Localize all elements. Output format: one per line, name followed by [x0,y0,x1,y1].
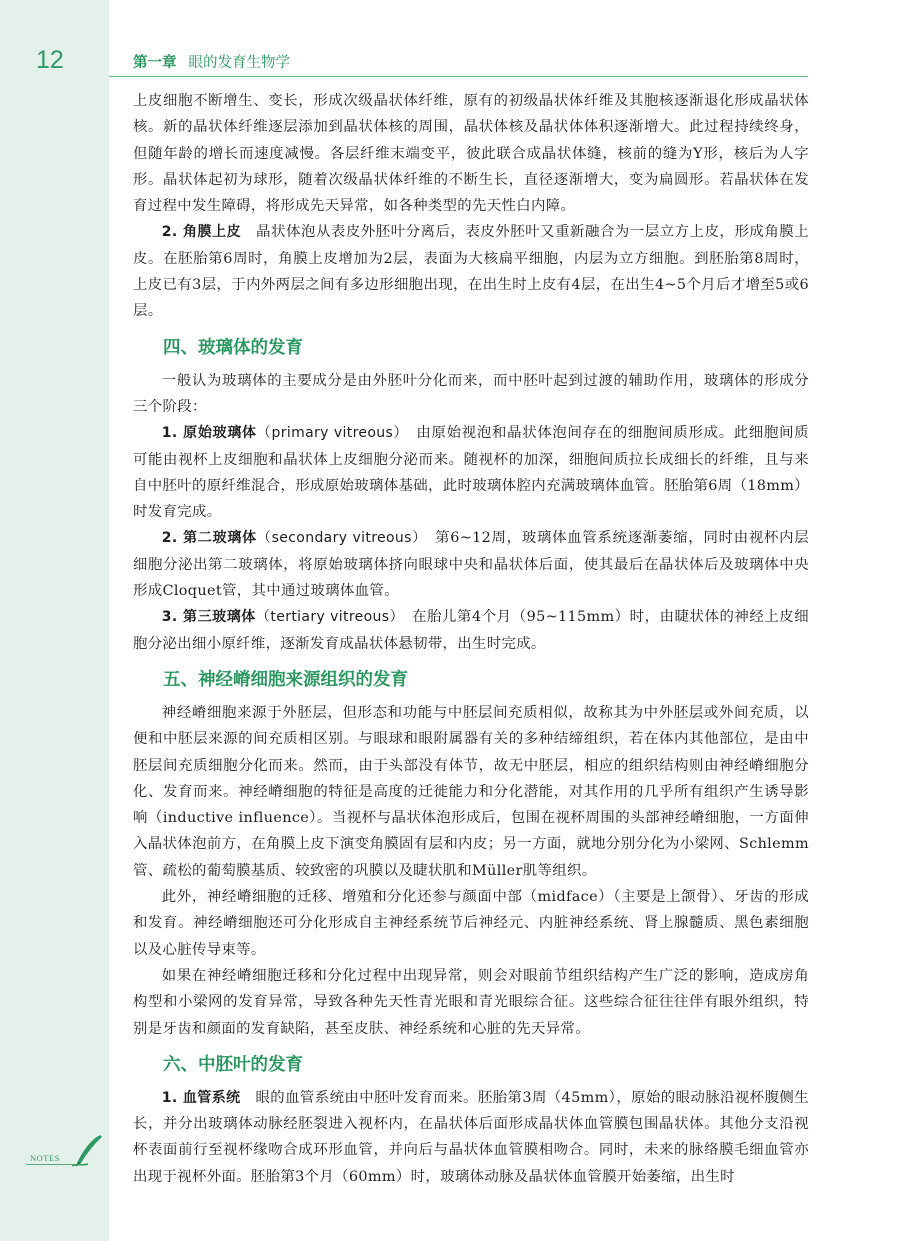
subsection-title-en: （primary vitreous） [256,425,402,442]
page-body [133,88,809,1190]
paragraph-text: 眼的血管系统由中胚叶发育而来。胚胎第3周（45mm），原始的眼动脉沿视杯腹侧生长，并分出玻璃体动脉经胚裂进入视杯内，在晶状体后面形成晶状体血管膜包围晶状体。其他分支沿视杯表面前行至视杯缘吻合成环形血管，并向后与晶状体血管膜相吻合。同时，未来的脉络膜毛细血管亦出现于视杯外面。胚胎第3个月（60mm）时，玻璃体动脉及晶状体血管膜开始萎缩，出生时 [133,1089,809,1185]
paragraph: 如果在神经嵴细胞迁移和分化过程中出现异常，则会对眼前节组织结构产生广泛的影响，造成房角构型和小梁网的发育异常，导致各种先天性青光眼和青光眼综合征。这些综合征往往伴有眼外组织，特别是牙齿和颜面的发育缺陷，甚至皮肤、神经系统和心脏的先天异常。 [133,967,809,1037]
paragraph [133,219,809,324]
pen-icon [70,1133,104,1169]
paragraph-text: 由原始视泡和晶状体泡间存在的细胞间质形成。此细胞间质可能由视杯上皮细胞和晶状体上皮细胞分泌而来。随视杯的加深，细胞间质拉长成细长的纤维，且与来自中胚叶的原纤维混合，形成原始玻璃体基础，此时玻璃体腔内充满玻璃体血管。胚胎第6周（18mm）时发育完成。 [133,425,810,521]
paragraph [133,604,809,657]
margin-band [0,0,109,1241]
paragraph: 一般认为玻璃体的主要成分是由外胚叶分化而来，而中胚叶起到过渡的辅助作用，玻璃体的形成分三个阶段： [133,372,809,415]
chapter-number: 第一章 [133,55,177,71]
subsection-title: 2. 角膜上皮 [161,224,242,241]
paragraph: 此外，神经嵴细胞的迁移、增殖和分化还参与颜面中部（midface）（主要是上颌骨）、牙齿的形成和发育。神经嵴细胞还可分化形成自主神经系统节后神经元、内脏神经系统、肾上腺髓质、黑色素细胞以及心脏传导束等。 [133,889,809,958]
subsection-title-en: （secondary vitreous） [256,530,420,547]
paragraph [133,420,809,525]
page-number: 12 [36,46,64,74]
section-heading: 六、中胚叶的发育 [163,1054,303,1075]
paragraph [133,525,809,604]
paragraph-text: 第6~12周，玻璃体血管系统逐渐萎缩，同时由视杯内层细胞分泌出第二玻璃体，将原始玻璃体挤向眼球中央和晶状体后面，使其最后在晶状体后及玻璃体中央形成Cloquet管，其中通过玻璃体血管。 [133,530,809,600]
subsection-title-en: （tertiary vitreous） [255,609,398,626]
paragraph: 神经嵴细胞来源于外胚层，但形态和功能与中胚层间充质相似，故称其为中外胚层或外间充质，以便和中胚层来源的间充质相区别。与眼球和眼附属器有关的多种结缔组织，若在体内其他部位，是由中胚层间充质细胞分化而来。然而，由于头部没有体节，故无中胚层，相应的组织结构则由神经嵴细胞分化、发育而来。神经嵴细胞的特征是高度的迁徙能力和分化潜能，对其作用的几乎所有组织产生诱导影响（inductive influence）。当视杯与晶状体泡形成后，包围在视杯周围的头部神经嵴细胞，一方面伸入晶状体泡前方，在角膜上皮下演变角膜固有层和内皮；另一方面，就地分别分化为小梁网、Schlemm管、疏松的葡萄膜基质、较致密的巩膜以及睫状肌和Müller肌等组织。 [133,704,809,879]
notes-label: NOTES [30,1153,60,1163]
chapter-title: 眼的发育生物学 [188,55,290,71]
notes-logo [26,1133,106,1173]
paragraph-text: 晶状体泡从表皮外胚叶分离后，表皮外胚叶又重新融合为一层立方上皮，形成角膜上皮。在胚胎第6周时，角膜上皮增加为2层，表面为大核扁平细胞，内层为立方细胞。到胚胎第8周时，上皮已有3层，于内外两层之间有多边形细胞出现，在出生时上皮有4层，在出生4~5个月后才增至5或6层。 [133,224,809,320]
subsection-title: 2. 第二玻璃体（secondary vitreous） [161,530,420,547]
header-rule [109,76,808,77]
paragraph [133,1085,809,1190]
subsection-title: 3. 第三玻璃体（tertiary vitreous） [161,609,398,626]
subsection-title: 1. 血管系统 [161,1089,241,1106]
paragraph: 上皮细胞不断增生、变长，形成次级晶状体纤维，原有的初级晶状体纤维及其胞核逐渐退化形成晶状体核。新的晶状体纤维逐层添加到晶状体核的周围，晶状体核及晶状体体积逐渐增大。此过程持续终身，但随年龄的增长而速度减慢。各层纤维末端变平，彼此联合成晶状体缝，核前的缝为Y形，核后为人字形。晶状体起初为球形，随着次级晶状体纤维的不断生长，直径逐渐增大，变为扁圆形。若晶状体在发育过程中发生障碍，将形成先天异常，如各种类型的先天性白内障。 [133,93,809,215]
paragraph-text: 在胎儿第4个月（95~115mm）时，由睫状体的神经上皮细胞分泌出细小原纤维，逐渐发育成晶状体悬韧带，出生时完成。 [133,609,809,652]
section-heading: 五、神经嵴细胞来源组织的发育 [163,669,408,690]
subsection-title: 1. 原始玻璃体（primary vitreous） [161,425,402,442]
running-head [133,51,290,72]
section-heading: 四、玻璃体的发育 [163,337,303,358]
